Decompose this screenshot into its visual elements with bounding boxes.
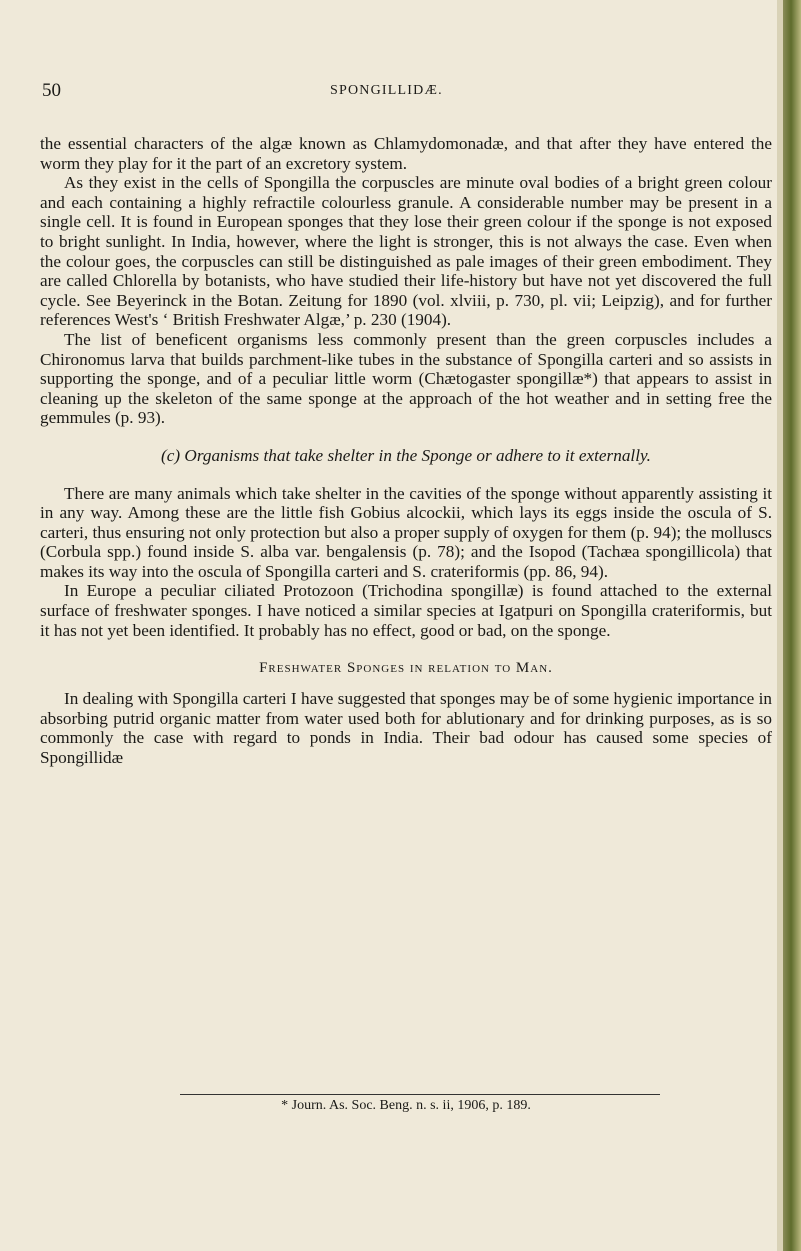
paragraph-protozoon: In Europe a peculiar ciliated Protozoon (Trichodina spongillæ) is found attached to the external surface of freshwater sponges. I have noticed a similar species at Igatpuri on Spongilla crateriformis, but it has not yet been identified. It probably has no effect, good or bad, on the sponge. (40, 581, 772, 640)
paragraph-corpuscles: As they exist in the cells of Spongilla the corpuscles are minute oval bodies of a bright green colour and each containing a highly refractile colourless granule. A considerable number may be present in a single cell. It is found in European sponges that they lose their green colour if the sponge is not exposed to bright sunlight. In India, however, where the light is stronger, this is not always the case. Even when the colour goes, the corpuscles can still be distinguished as pale images of their green embodiment. They are called Chlorella by botanists, who have studied their life-history but have not yet discovered the full cycle. See Beyerinck in the Botan. Zeitung for 1890 (vol. xlviii, p. 730, pl. vii; Leipzig), and for further references West's ‘ British Freshwater Algæ,’ p. 230 (1904). (40, 173, 772, 330)
paragraph-hygienic: In dealing with Spongilla carteri I have suggested that sponges may be of some hygienic importance in absorbing putrid organic matter from water used both for ablutionary and for drinking purposes, as is so commonly the case with regard to ponds in India. Their bad odour has caused some species of Spongillidæ (40, 689, 772, 768)
subhead-organisms-shelter: (c) Organisms that take shelter in the Sponge or adhere to it externally. (161, 445, 651, 465)
running-title: SPONGILLIDÆ. (330, 83, 443, 98)
paragraph-beneficent-organisms: The list of beneficent organisms less commonly present than the green corpuscles includes a Chironomus larva that builds parchment-like tubes in the substance of Spongilla carteri and so assists in supporting the sponge, and of a peculiar little worm (Chætogaster spongillæ*) that appears to assist in cleaning up the skeleton of the same sponge at the approach of the hot weather and in setting free the gemmules (p. 93). (40, 329, 772, 428)
running-head (40, 80, 772, 106)
body-text (40, 134, 772, 768)
paragraph-continuation: the essential characters of the algæ known as Chlamydomonadæ, and that after they have entered the worm they play for it the part of an excretory system. (40, 134, 772, 173)
book-page (40, 0, 772, 1251)
book-edge (783, 0, 801, 1251)
section-title-relation-to-man: Freshwater Sponges in relation to Man. (259, 660, 553, 677)
paragraph-shelter-animals: There are many animals which take shelter in the cavities of the sponge without apparently assisting it in any way. Among these are the little fish Gobius alcockii, which lays its eggs inside the oscula of S. carteri, thus ensuring not only protection but also a proper supply of oxygen for them (p. 94); the molluscs (Corbula spp.) found inside S. alba var. bengalensis (p. 78); and the Isopod (Tachæa spongillicola) that makes its way into the oscula of Spongilla carteri and S. crateriformis (pp. 86, 94). (40, 483, 772, 581)
footnote: * Journ. As. Soc. Beng. n. s. ii, 1906, p. 189. (281, 1098, 531, 1113)
footnote-rule (180, 1094, 660, 1095)
page-number: 50 (42, 80, 61, 101)
